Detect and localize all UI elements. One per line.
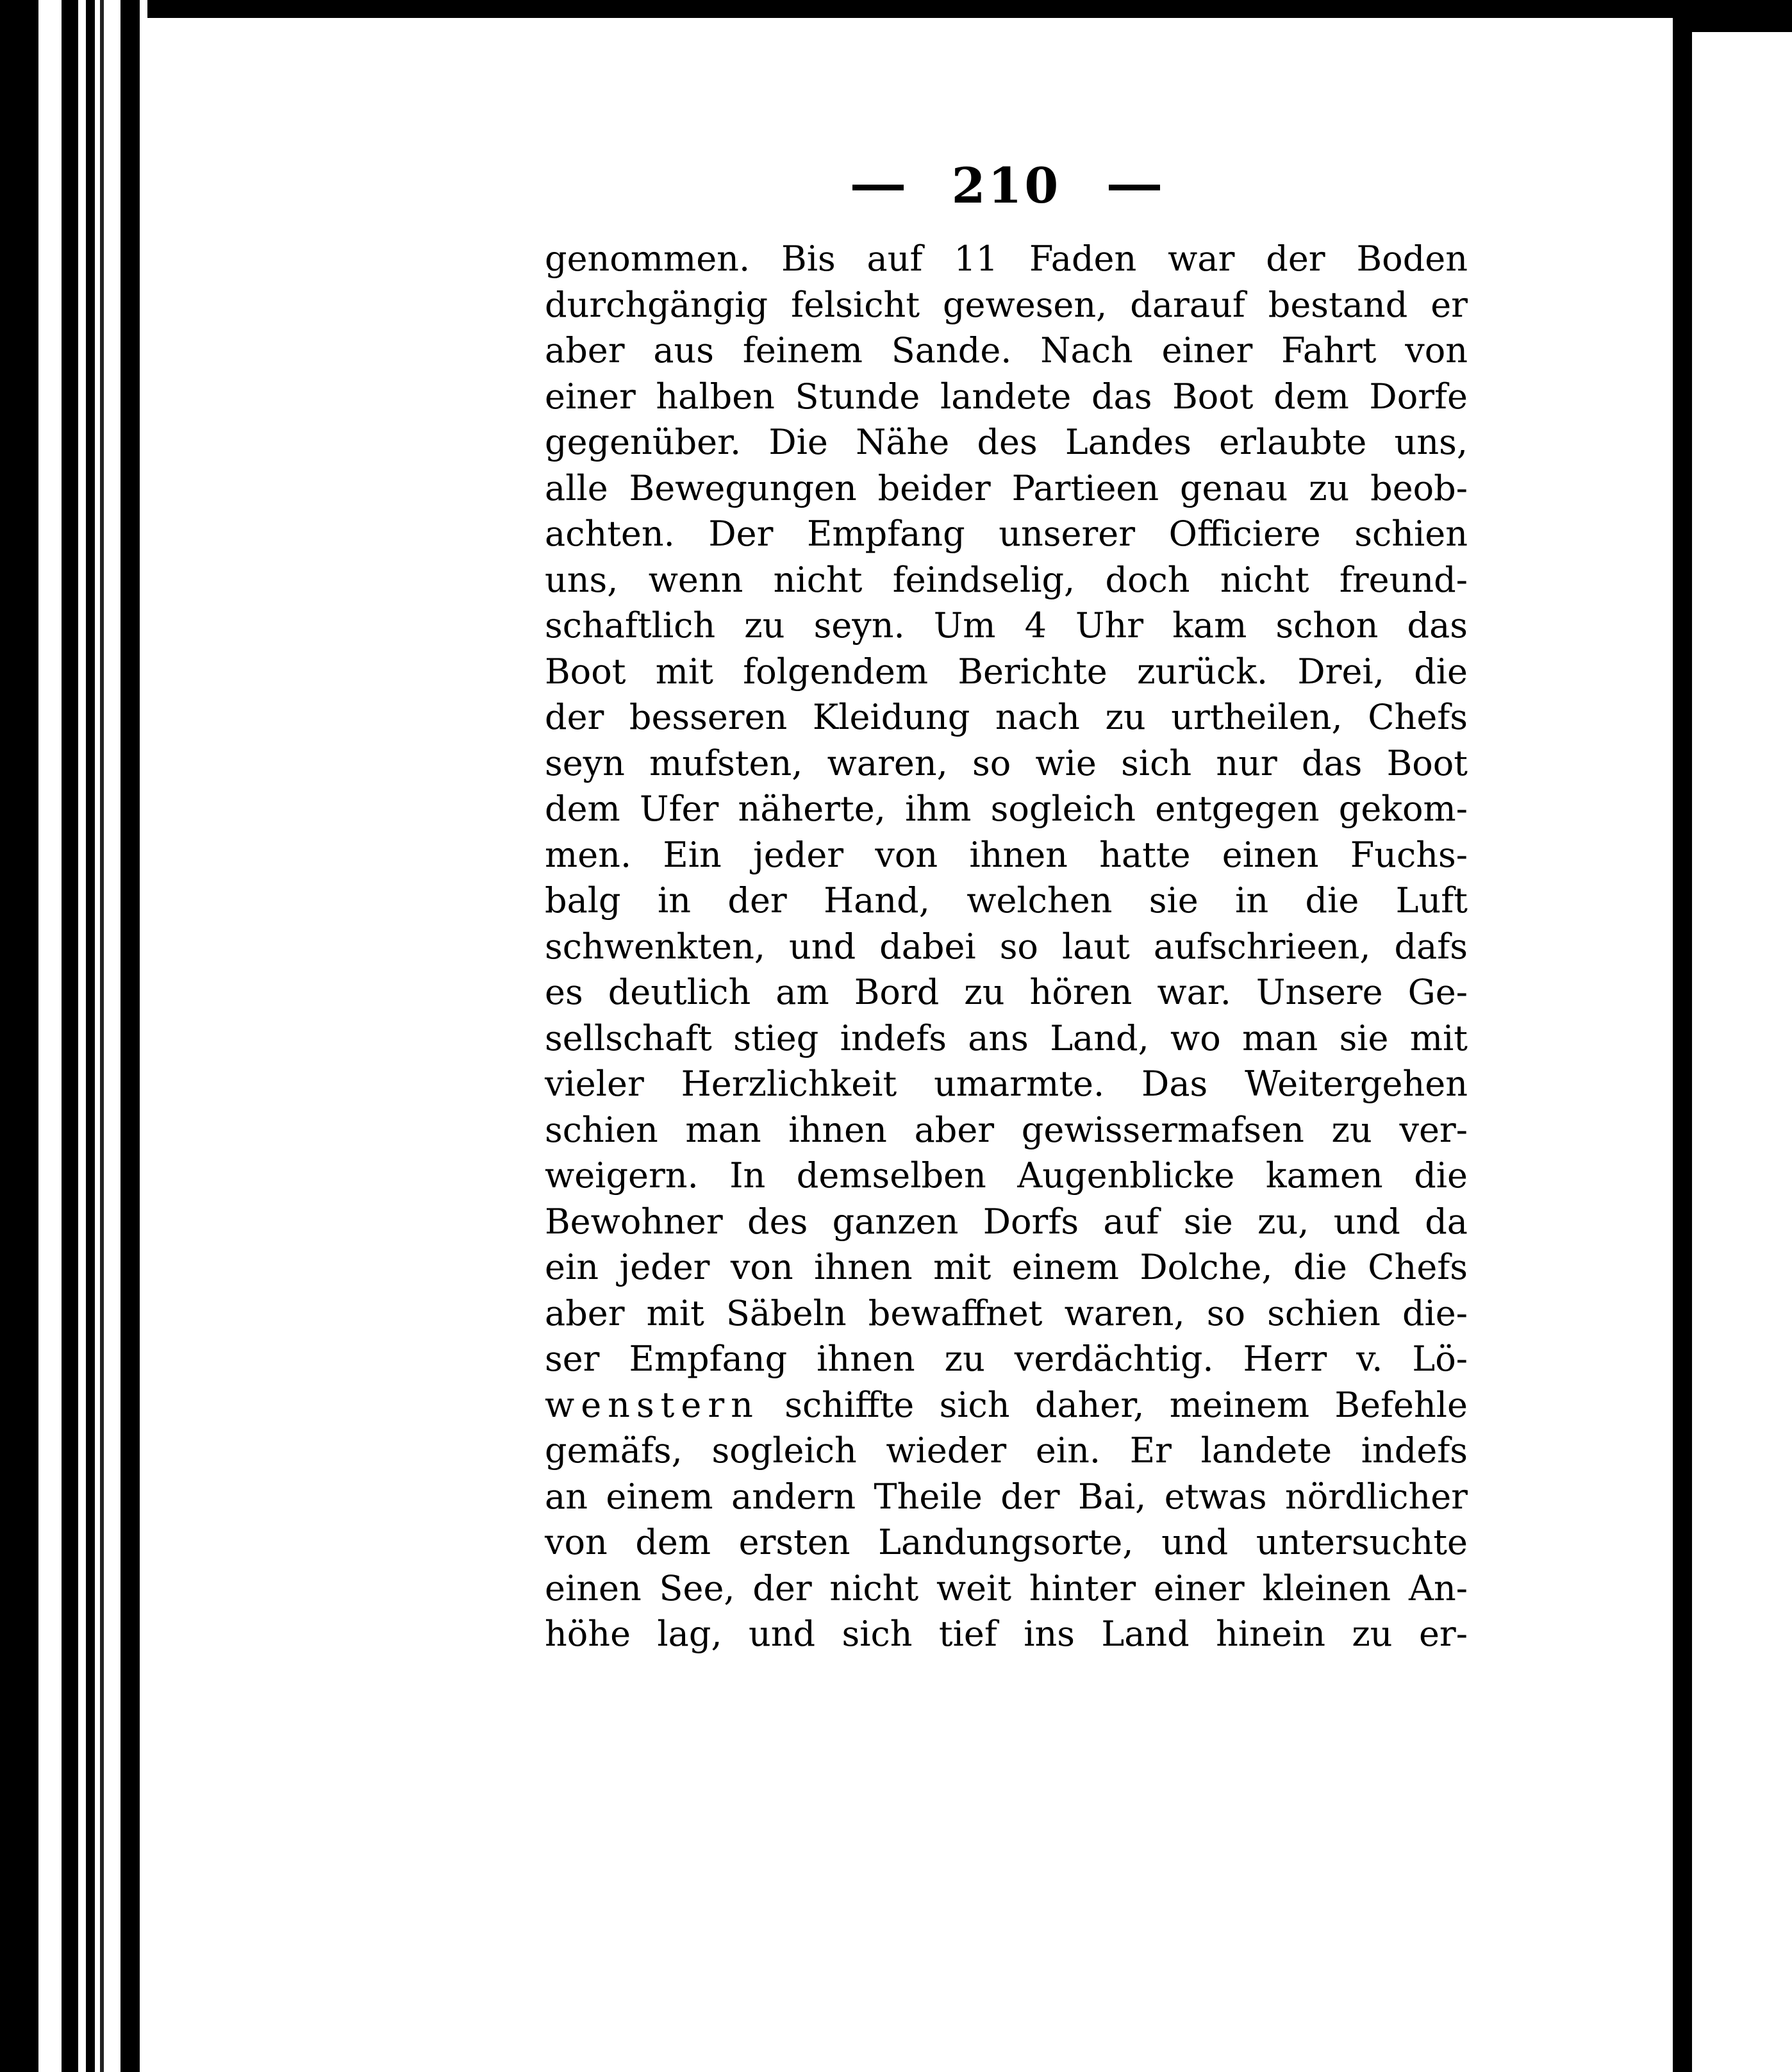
- text-line: dem Ufer näherte, ihm sogleich entgegen gekom-: [545, 789, 1468, 829]
- text-line-spaced-name: [545, 1382, 1468, 1428]
- next-page-sliver: [1692, 32, 1792, 2072]
- binding-edge-shadow: [100, 0, 104, 2072]
- text-line: weigern. In demselben Augenblicke kamen die: [545, 1155, 1468, 1196]
- header-dash-left: [852, 185, 904, 190]
- text-line: der besseren Kleidung nach zu urtheilen, Chefs: [545, 697, 1468, 737]
- text-line: einen See, der nicht weit hinter einer kleinen An-: [545, 1567, 1468, 1608]
- text-line: Boot mit folgendem Berichte zurück. Drei, die: [545, 651, 1468, 692]
- text-line: balg in der Hand, welchen sie in die Luft: [545, 880, 1468, 921]
- text-line: aber mit Säbeln bewaffnet waren, so schien die-: [545, 1292, 1468, 1333]
- text-line: es deutlich am Bord zu hören war. Unsere Ge-: [545, 972, 1468, 1012]
- text-line: seyn mufsten, waren, so wie sich nur das Boot: [545, 742, 1468, 783]
- binding-edge-shadow: [62, 0, 78, 2072]
- right-page-edge-shadow: [1682, 26, 1691, 2072]
- page-header: [852, 154, 1160, 218]
- text-line: durchgängig felsicht gewesen, darauf bestand er: [545, 284, 1468, 325]
- text-line: an einem andern Theile der Bai, etwas nördlicher: [545, 1476, 1468, 1517]
- text-line: uns, wenn nicht feindselig, doch nicht freund-: [545, 559, 1468, 600]
- text-line: genommen. Bis auf 11 Faden war der Boden: [545, 238, 1468, 279]
- text-line: Bewohner des ganzen Dorfs auf sie zu, und da: [545, 1201, 1468, 1242]
- text-line: alle Bewegungen beider Partieen genau zu beob-: [545, 467, 1468, 508]
- text-line: höhe lag, und sich tief ins Land hinein zu er-: [545, 1614, 1468, 1654]
- spaced-name: wenstern: [545, 1384, 759, 1425]
- page-number: 210: [951, 157, 1061, 214]
- binding-edge-shadow: [86, 0, 95, 2072]
- text-line: aber aus feinem Sande. Nach einer Fahrt von: [545, 330, 1468, 371]
- text-line: einer halben Stunde landete das Boot dem Dorfe: [545, 376, 1468, 417]
- binding-edge-shadow: [120, 0, 140, 2072]
- text-line: ein jeder von ihnen mit einem Dolche, die Chefs: [545, 1247, 1468, 1287]
- text-line-rest: schiffte sich daher, meinem Befehle: [759, 1384, 1468, 1425]
- text-line: von dem ersten Landungsorte, und untersuchte: [545, 1522, 1468, 1562]
- text-line: schwenkten, und dabei so laut aufschrieen, dafs: [545, 926, 1468, 967]
- text-line: gegenüber. Die Nähe des Landes erlaubte uns,: [545, 422, 1468, 462]
- text-line: sellschaft stieg indefs ans Land, wo man sie mit: [545, 1017, 1468, 1058]
- header-dash-right: [1109, 185, 1160, 190]
- text-line: schaftlich zu seyn. Um 4 Uhr kam schon das: [545, 605, 1468, 646]
- text-line: ser Empfang ihnen zu verdächtig. Herr v. Lö-: [545, 1339, 1468, 1379]
- text-line: achten. Der Empfang unserer Officiere schien: [545, 514, 1468, 554]
- text-line: men. Ein jeder von ihnen hatte einen Fuchs-: [545, 834, 1468, 875]
- text-line: gemäfs, sogleich wieder ein. Er landete indefs: [545, 1430, 1468, 1471]
- text-line: schien man ihnen aber gewissermafsen zu ver-: [545, 1109, 1468, 1150]
- body-text: [545, 236, 1468, 1657]
- text-line: vieler Herzlichkeit umarmte. Das Weitergehen: [545, 1064, 1468, 1104]
